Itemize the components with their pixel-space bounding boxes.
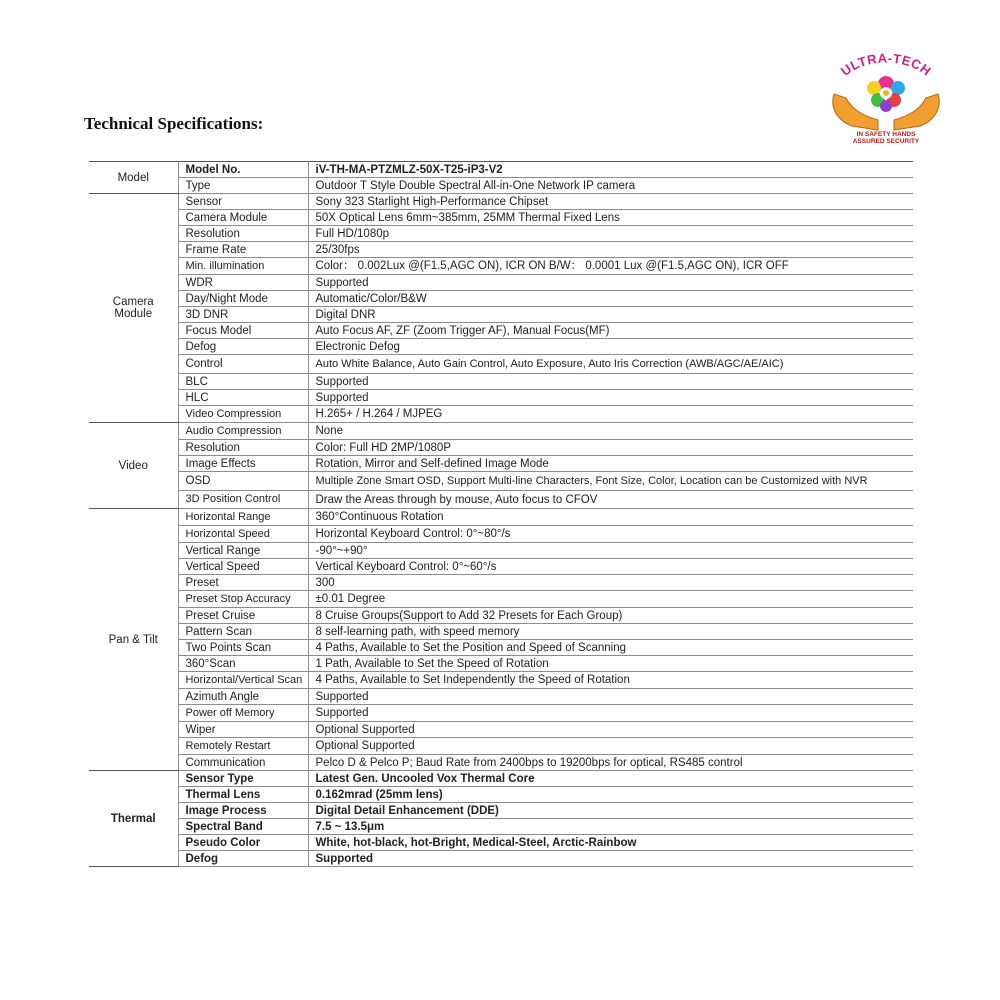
spec-value: Electronic Defog [308,339,913,355]
table-row [89,194,913,210]
spec-value: Multiple Zone Smart OSD, Support Multi-line Characters, Font Size, Color, Location can be Customized with NVR [308,472,913,491]
spec-value: 1 Path, Available to Set the Speed of Rotation [308,656,913,672]
spec-label: Min. illumination [178,258,308,275]
table-row [89,575,913,591]
table-row [89,258,913,275]
table-row [89,307,913,323]
table-row [89,608,913,624]
spec-label: Video Compression [178,406,308,423]
table-row [89,226,913,242]
spec-value: Digital DNR [308,307,913,323]
logo-tagline-1: IN SAFETY HANDS [856,131,916,138]
spec-label: Thermal Lens [178,787,308,803]
spec-label: Horizontal Range [178,509,308,526]
spec-label: Type [178,178,308,194]
table-row [89,755,913,771]
spec-label: Horizontal Speed [178,526,308,543]
spec-value: 8 Cruise Groups(Support to Add 32 Presets for Each Group) [308,608,913,624]
table-row [89,355,913,374]
table-row [89,242,913,258]
spec-value: Horizontal Keyboard Control: 0°~80°/s [308,526,913,543]
spec-label: 3D DNR [178,307,308,323]
spec-label: BLC [178,374,308,390]
spec-value: 50X Optical Lens 6mm~385mm, 25MM Thermal Fixed Lens [308,210,913,226]
spec-value: Optional Supported [308,738,913,755]
table-row [89,406,913,423]
group-label-text: Pan & Tilt [108,633,158,646]
spec-value: ±0.01 Degree [308,591,913,608]
spec-value: Rotation, Mirror and Self-defined Image Mode [308,456,913,472]
spec-label: Camera Module [178,210,308,226]
group-label-text: Module [114,308,153,320]
spec-label: Image Effects [178,456,308,472]
spec-label: Horizontal/Vertical Scan [178,672,308,689]
spec-table [89,161,913,867]
spec-label: Remotely Restart [178,738,308,755]
svg-text:ULTRA-TECH [838,50,934,78]
table-row [89,722,913,738]
group-label-camera-module [89,194,178,423]
ultra-tech-logo [826,50,946,146]
table-row [89,819,913,835]
table-row [89,835,913,851]
table-row [89,472,913,491]
spec-label: Power off Memory [178,705,308,722]
spec-value: Supported [308,390,913,406]
table-row [89,787,913,803]
spec-value: Vertical Keyboard Control: 0°~60°/s [308,559,913,575]
spec-label: WDR [178,275,308,291]
spec-label: Wiper [178,722,308,738]
group-label-video [89,423,178,509]
spec-value: Supported [308,689,913,705]
spec-value: Auto Focus AF, ZF (Zoom Trigger AF), Manual Focus(MF) [308,323,913,339]
table-row [89,275,913,291]
table-row [89,526,913,543]
group-label-pan-tilt [89,509,178,771]
table-row [89,162,913,178]
logo-tagline-2: ASSURED SECURITY [852,138,920,145]
table-row [89,803,913,819]
table-row [89,390,913,406]
group-label-text: Video [118,459,148,472]
spec-value: 25/30fps [308,242,913,258]
spec-value: 7.5 ~ 13.5μm [308,819,913,835]
spec-label: Pseudo Color [178,835,308,851]
table-row [89,656,913,672]
group-label-text: Camera [112,296,154,308]
spec-value: 360°Continuous Rotation [308,509,913,526]
spec-label: Pattern Scan [178,624,308,640]
spec-value: H.265+ / H.264 / MJPEG [308,406,913,423]
spec-label: Preset [178,575,308,591]
spec-label: Model No. [178,162,308,178]
spec-value: Optional Supported [308,722,913,738]
spec-label: Defog [178,851,308,867]
spec-value: Supported [308,705,913,722]
spec-value: Latest Gen. Uncooled Vox Thermal Core [308,771,913,787]
table-row [89,178,913,194]
spec-label: 360°Scan [178,656,308,672]
spec-label: Defog [178,339,308,355]
table-row [89,509,913,526]
spec-value: Color: Full HD 2MP/1080P [308,440,913,456]
spec-label: Preset Stop Accuracy [178,591,308,608]
spec-value: 4 Paths, Available to Set Independently the Speed of Rotation [308,672,913,689]
spec-value: Outdoor T Style Double Spectral All-in-One Network IP camera [308,178,913,194]
spec-label: Communication [178,755,308,771]
spec-value: 8 self-learning path, with speed memory [308,624,913,640]
spec-value: Supported [308,851,913,867]
spec-label: Sensor [178,194,308,210]
spec-label: Sensor Type [178,771,308,787]
table-row [89,689,913,705]
table-row [89,591,913,608]
table-row [89,456,913,472]
spec-label: Preset Cruise [178,608,308,624]
flower-icon [867,76,905,112]
spec-label: Resolution [178,226,308,242]
spec-label: Day/Night Mode [178,291,308,307]
spec-value: Color： 0.002Lux @(F1.5,AGC ON), ICR ON B/W： 0.0001 Lux @(F1.5,AGC ON), ICR OFF [308,258,913,275]
spec-value: 300 [308,575,913,591]
table-row [89,624,913,640]
spec-label: Two Points Scan [178,640,308,656]
table-row [89,640,913,656]
spec-value: Full HD/1080p [308,226,913,242]
spec-value: 4 Paths, Available to Set the Position and Speed of Scanning [308,640,913,656]
spec-value: Supported [308,275,913,291]
group-label-text: Thermal [110,812,156,825]
spec-label: Vertical Speed [178,559,308,575]
spec-label: Audio Compression [178,423,308,440]
spec-label: Frame Rate [178,242,308,258]
spec-label: Azimuth Angle [178,689,308,705]
spec-value: Sony 323 Starlight High-Performance Chipset [308,194,913,210]
spec-label: Focus Model [178,323,308,339]
spec-label: Control [178,355,308,374]
spec-value: Pelco D & Pelco P; Baud Rate from 2400bps to 19200bps for optical, RS485 control [308,755,913,771]
table-row [89,440,913,456]
table-row [89,374,913,390]
table-row [89,771,913,787]
spec-value: None [308,423,913,440]
table-row [89,323,913,339]
table-row [89,291,913,307]
spec-value: Automatic/Color/B&W [308,291,913,307]
spec-label: OSD [178,472,308,491]
spec-value: iV-TH-MA-PTZMLZ-50X-T25-iP3-V2 [308,162,913,178]
spec-value: Digital Detail Enhancement (DDE) [308,803,913,819]
spec-label: Vertical Range [178,543,308,559]
spec-label: Image Process [178,803,308,819]
table-row [89,543,913,559]
table-row [89,851,913,867]
spec-value: White, hot-black, hot-Bright, Medical-Steel, Arctic-Rainbow [308,835,913,851]
spec-value: 0.162mrad (25mm lens) [308,787,913,803]
table-row [89,491,913,509]
spec-value: Auto White Balance, Auto Gain Control, Auto Exposure, Auto Iris Correction (AWB/AGC/AE/AIC) [308,355,913,374]
logo-brand-text: ULTRA-TECH [837,50,935,79]
table-row [89,210,913,226]
group-label-thermal [89,771,178,867]
page-title: Technical Specifications: [84,114,264,133]
table-row [89,738,913,755]
spec-value: -90°~+90° [308,543,913,559]
spec-value: Draw the Areas through by mouse, Auto focus to CFOV [308,491,913,509]
table-row [89,423,913,440]
spec-label: Spectral Band [178,819,308,835]
spec-value: Supported [308,374,913,390]
table-row [89,559,913,575]
spec-label: Resolution [178,440,308,456]
table-row [89,672,913,689]
table-row [89,339,913,355]
spec-label: 3D Position Control [178,491,308,509]
group-label-model: Model [89,162,178,194]
table-row [89,705,913,722]
spec-label: HLC [178,390,308,406]
